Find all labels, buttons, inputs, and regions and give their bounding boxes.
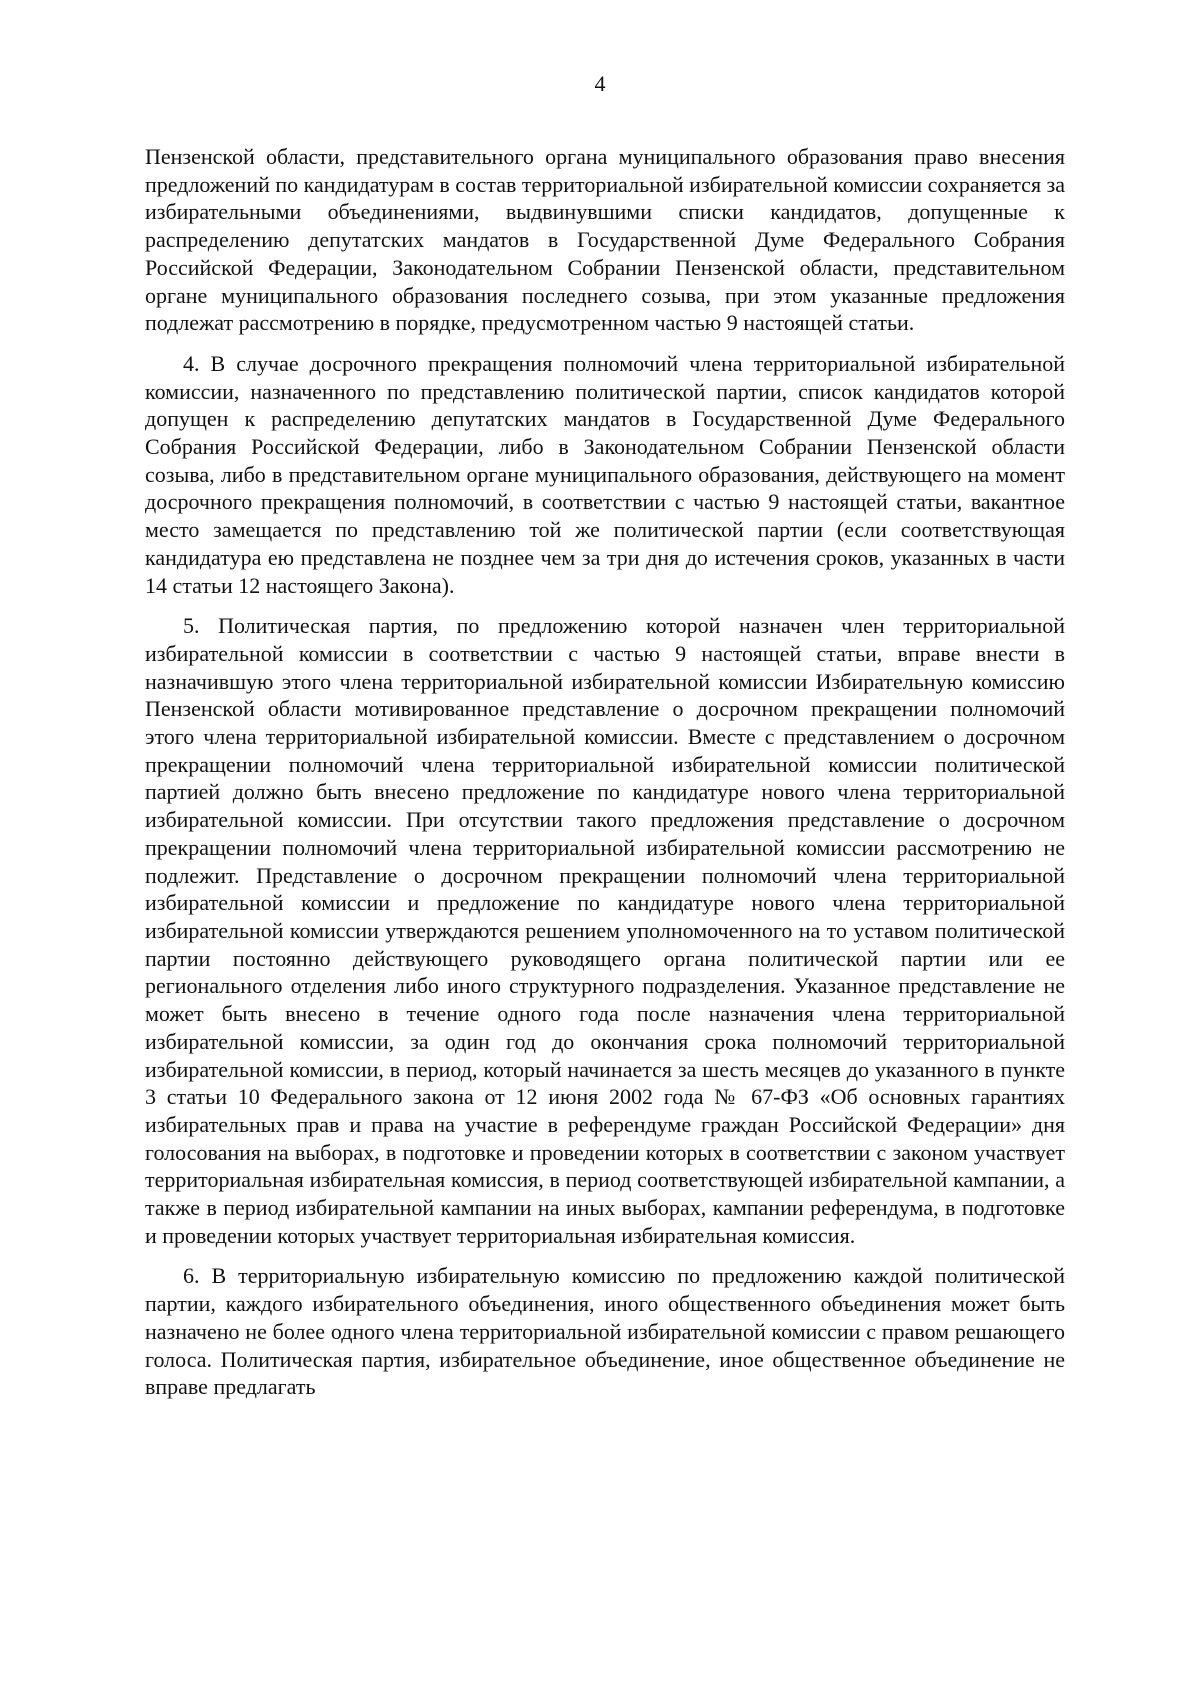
page-number: 4 bbox=[594, 71, 606, 96]
paragraph-item-6: 6. В территориальную избирательную комиссию по предложению каждой политической партии, каждого избирательного объединения, иного общественного объединения может быть назначено не более одного члена территориальной избирательной комиссии с правом решающего голоса. Политическая партия, избирательное объединение, иное общественное объединение не вправе предлагать bbox=[145, 1263, 1065, 1400]
paragraph-item-5: 5. Политическая партия, по предложению которой назначен член территориальной избирательной комиссии в соответствии с частью 9 настоящей статьи, вправе внести в назначившую этого члена территориальной избирательной комиссии Избирательную комиссию Пензенской области мотивированное представление о досрочном прекращении полномочий этого члена территориальной избирательной комиссии. Вместе с представлением о досрочном прекращении полномочий члена территориальной избирательной комиссии политической партией должно быть внесено предложение по кандидатуре нового члена территориальной избирательной комиссии. При отсутствии такого предложения представление о досрочном прекращении полномочий члена территориальной избирательной комиссии рассмотрению не подлежит. Представление о досрочном прекращении полномочий члена территориальной избирательной комиссии и предложение по кандидатуре нового члена территориальной избирательной комиссии утверждаются решением уполномоченного на то уставом политической партии постоянно действующего руководящего органа политической партии или ее регионального отделения либо иного структурного подразделения. Указанное представление не может быть внесено в течение одного года после назначения члена территориальной избирательной комиссии, за один год до окончания срока полномочий территориальной избирательной комиссии, в период, который начинается за шесть месяцев до указанного в пункте 3 статьи 10 Федерального закона от 12 июня 2002 года № 67-ФЗ «Об основных гарантиях избирательных прав и права на участие в референдуме граждан Российской Федерации» дня голосования на выборах, в подготовке и проведении которых в соответствии с законом участвует территориальная избирательная комиссия, в период соответствующей избирательной кампании, а также в период избирательной кампании на иных выборах, кампании референдума, в подготовке и проведении которых участвует территориальная избирательная комиссия. bbox=[145, 613, 1065, 1248]
paragraph-item-4: 4. В случае досрочного прекращения полномочий члена территориальной избирательной комиссии, назначенного по представлению политической партии, список кандидатов которой допущен к распределению депутатских мандатов в Государственной Думе Федерального Собрания Российской Федерации, либо в Законодательном Собрании Пензенской области созыва, либо в представительном органе муниципального образования, действующего на момент досрочного прекращения полномочий, в соответствии с частью 9 настоящей статьи, вакантное место замещается по представлению той же политической партии (если соответствующая кандидатура ею представлена не позднее чем за три дня до истечения сроков, указанных в части 14 статьи 12 настоящего Закона). bbox=[145, 350, 1065, 598]
paragraph-continuation: Пензенской области, представительного органа муниципального образования право внесения предложений по кандидатурам в состав территориальной избирательной комиссии сохраняется за избирательными объединениями, выдвинувшими списки кандидатов, допущенные к распределению депутатских мандатов в Государственной Думе Федерального Собрания Российской Федерации, Законодательном Собрании Пензенской области, представительном органе муниципального образования последнего созыва, при этом указанные предложения подлежат рассмотрению в порядке, предусмотренном частью 9 настоящей статьи. bbox=[145, 144, 1066, 336]
document-body bbox=[145, 143, 1065, 1401]
